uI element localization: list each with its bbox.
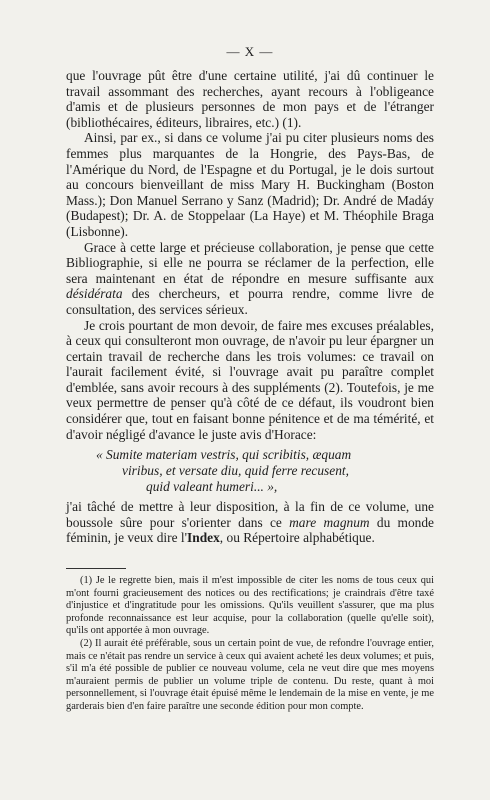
mare-magnum-term: mare magnum: [289, 514, 370, 530]
paragraph-closing: [66, 499, 434, 546]
page-number: — X —: [226, 44, 274, 59]
collaboration-text-start: Grace à cette large et précieuse collaboration, je pense que cette Bibliographie, si elle ne pourra se réclamer de la perfection, elle sera maintenant en état de répondre en mesure suffisante aux: [66, 239, 434, 286]
paragraph-collaboration: [66, 240, 434, 318]
footnotes: [66, 575, 434, 714]
quote-line-3: quid valeant humeri... »,: [146, 479, 278, 495]
paragraph-excuses: Je crois pourtant de mon devoir, de faire mes excuses préalables, à ceux qui consulteront mon ouvrage, de n'avoir pu leur épargner un certain travail de recherche dans les trois volumes: ce travail on l'aurait facilement évité, si l'ouvrage avait pu paraître complet d'emblée, sans avoir recours à des suppléments (2). Toutefois, je me veux permettre de penser qu'à côté de ce défaut, ils voudront bien considérer que, tout en faisant bonne pénitence et de ma témérité, et d'avoir négligé d'avance le juste avis d'Horace:: [66, 317, 434, 442]
index-term: Index: [187, 530, 220, 546]
footnote-2: (2) Il aurait été préférable, sous un certain point de vue, de refondre l'ouvrage entier, mais ce n'était pas rendre un service à ceux qui avaient acheté les deux volumes; et puis, s'il m'a été possible de publier ce nouveau volume, cela ne veut dire que mes moyens m'auraient permis de publier un volume triple de contenu. Du reste, quant à moi personnellement, si l'ouvrage était épuisé même le lendemain de la mise en vente, je me garderais bien d'en faire paraître une seconde édition pour mon compte.: [66, 638, 434, 712]
horace-quote: [96, 447, 434, 495]
footnote-divider: [66, 568, 126, 569]
quote-line-1: « Sumite materiam vestris, qui scribitis, æquam: [96, 447, 352, 463]
body-text: [66, 68, 434, 546]
paragraph-continuation: que l'ouvrage pût être d'une certaine utilité, j'ai dû continuer le travail assommant des recherches, ayant recours à l'obligeance d'amis et de plusieurs personnes de mon pays et de l'étranger (bibliothécaires, éditeurs, libraires, etc.) (1).: [66, 68, 434, 130]
footnote-1: (1) Je le regrette bien, mais il m'est impossible de citer les noms de tous ceux qui m'ont fourni gracieusement des notices ou des rectifications; je craindrais d'être taxé d'injustice et d'ingratitude pour les omissions. Qu'ils veuillent s'assurer, que ma plus profonde reconnaissance est leur acquise, pour la collaboration (quelle qu'elle soit), qu'ils ont apportée à mon ouvrage.: [66, 575, 434, 637]
closing-text-middle: du monde féminin, je veux dire l': [66, 514, 434, 546]
quote-line-2: viribus, et versate diu, quid ferre recusent,: [122, 463, 349, 479]
collaboration-text-end: des chercheurs, et pourra rendre, comme livre de consultation, des services sérieux.: [66, 286, 434, 317]
closing-text-end: , ou Répertoire alphabétique.: [219, 530, 375, 546]
desiderata-term: désidérata: [66, 286, 123, 302]
paragraph-contributors: Ainsi, par ex., si dans ce volume j'ai pu citer plusieurs noms des femmes plus marquantes de la Hongrie, des Pays-Bas, de l'Amérique du Nord, de l'Espagne et du Portugal, je le dois surtout au concours bienveillant de miss Mary H. Buckingham (Boston Mass.); Don Manuel Serrano y Sanz (Madrid); Dr. André de Madáy (Budapest); Dr. A. de Stoppelaar (La Haye) et M. Théophile Braga (Lisbonne).: [66, 130, 434, 239]
closing-text-start: j'ai tâché de mettre à leur disposition, à la fin de ce volume, une boussole sûre pour s'orienter dans ce: [66, 499, 434, 530]
